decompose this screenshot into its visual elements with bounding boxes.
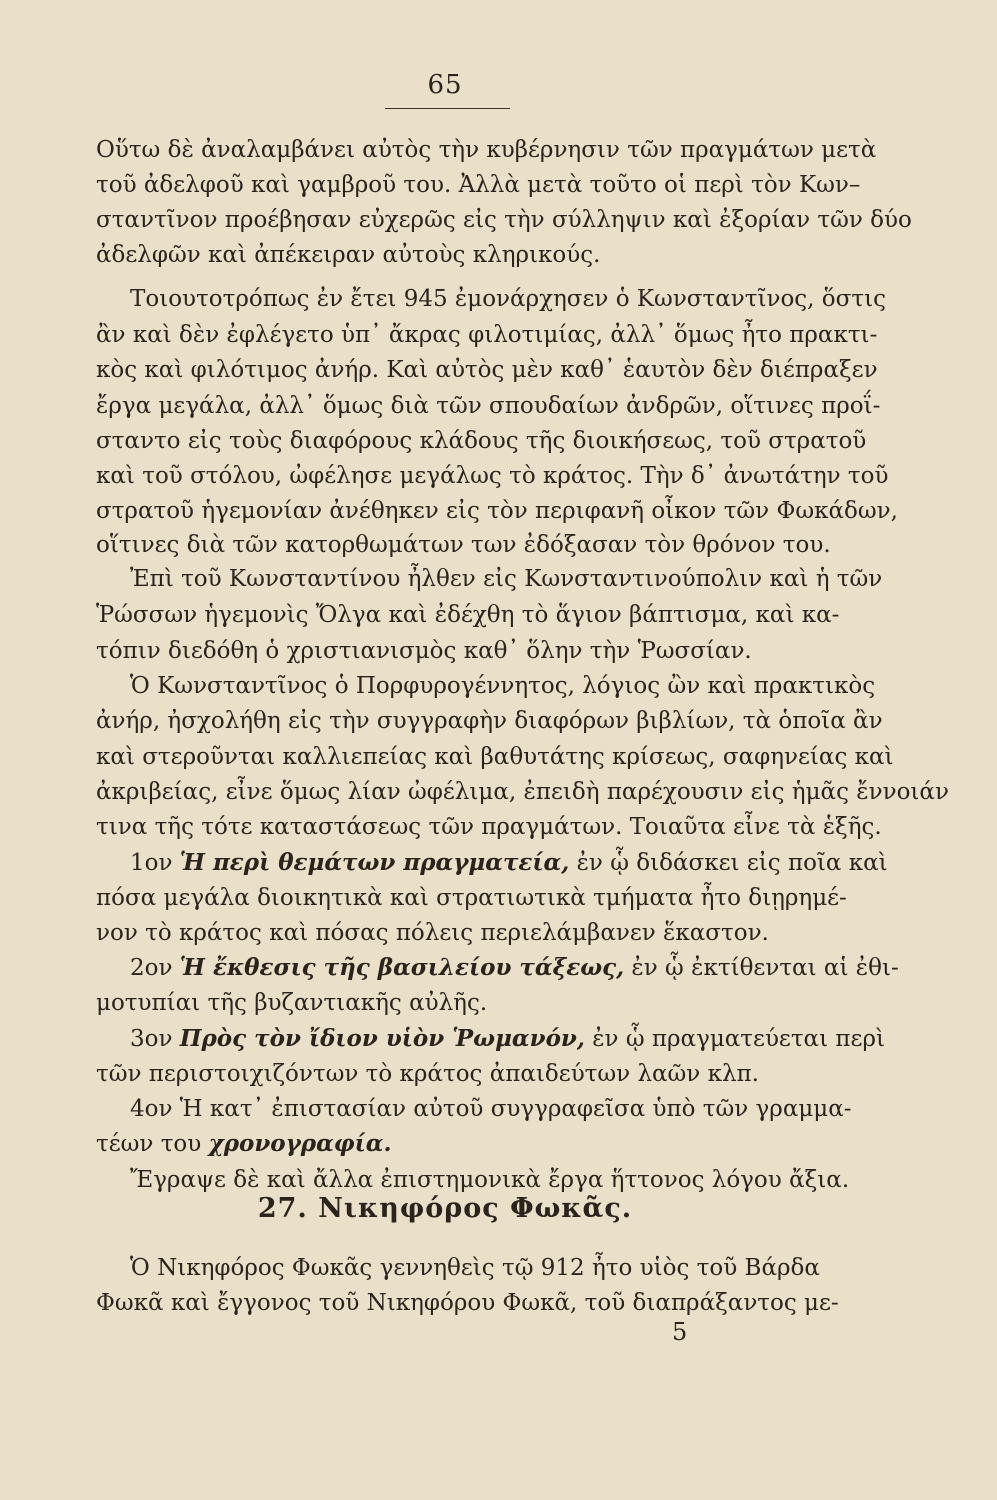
work-title: χρονογραφία. bbox=[208, 1130, 392, 1157]
text-line: Φωκᾶ καὶ ἔγγονος τοῦ Νικηφόρου Φωκᾶ, τοῦ διαπράξαντος με- bbox=[96, 1290, 839, 1316]
text-line: Οὕτω δὲ ἀναλαμβάνει αὐτὸς τὴν κυβέρνησιν τῶν πραγμάτων μετὰ bbox=[96, 137, 877, 163]
text-line: Ὁ Κωνσταντῖνος ὁ Πορφυρογέννητος, λόγιος ὢν καὶ πρακτικὸς bbox=[130, 673, 876, 699]
work-ordinal: 4ον bbox=[130, 1096, 173, 1122]
work-item-1 bbox=[130, 848, 888, 878]
work-title: Ἡ περὶ θεμάτων πραγματεία, bbox=[179, 849, 570, 876]
text-line: οἵτινες διὰ τῶν κατορθωμάτων των ἐδόξασαν τὸν θρόνον του. bbox=[96, 532, 831, 558]
work-title: Πρὸς τὸν ἴδιον υἱὸν Ῥωμανόν, bbox=[179, 1025, 585, 1052]
work-item-4 bbox=[130, 1094, 852, 1124]
page-number: 65 bbox=[427, 70, 463, 100]
section-heading: 27. Νικηφόρος Φωκᾶς. bbox=[257, 1193, 633, 1224]
closing-line: Ἔγραψε δὲ καὶ ἄλλα ἐπιστημονικὰ ἔργα ἥττονος λόγου ἄξια. bbox=[130, 1167, 850, 1193]
text-line: ἔργα μεγάλα, ἀλλ᾽ ὅμως διὰ τῶν σπουδαίων ἀνδρῶν, οἵτινες προΐ- bbox=[96, 393, 881, 419]
text-line: πόσα μεγάλα διοικητικὰ καὶ στρατιωτικὰ τμήματα ἦτο διῃρημέ- bbox=[96, 885, 847, 911]
text-line: Ὁ Νικηφόρος Φωκᾶς γεννηθεὶς τῷ 912 ἦτο υἱὸς τοῦ Βάρδα bbox=[130, 1255, 820, 1281]
work-ordinal: 3ον bbox=[130, 1026, 173, 1052]
work-title: Ἡ ἔκθεσις τῆς βασιλείου τάξεως, bbox=[179, 954, 625, 981]
text-line: τῶν περιστοιχιζόντων τὸ κράτος ἀπαιδεύτων λαῶν κλπ. bbox=[96, 1061, 759, 1087]
text-line: κὸς καὶ φιλότιμος ἀνήρ. Καὶ αὐτὸς μὲν καθ᾽ ἑαυτὸν δὲν διέπραξεν bbox=[96, 357, 878, 383]
text-line: σταντῖνον προέβησαν εὐχερῶς εἰς τὴν σύλληψιν καὶ ἐξορίαν τῶν δύο bbox=[96, 207, 912, 233]
text-line: ἀνήρ, ἠσχολήθη εἰς τὴν συγγραφὴν διαφόρων βιβλίων, τὰ ὁποῖα ἂν bbox=[96, 708, 883, 734]
text-line: καὶ τοῦ στόλου, ὠφέλησε μεγάλως τὸ κράτος. Τὴν δ᾽ ἀνωτάτην τοῦ bbox=[96, 463, 889, 489]
text-line: σταντο εἰς τοὺς διαφόρους κλάδους τῆς διοικήσεως, τοῦ στρατοῦ bbox=[96, 428, 867, 454]
work-ordinal: 1ον bbox=[130, 850, 173, 876]
signature-mark: 5 bbox=[672, 1318, 688, 1346]
work-item-2 bbox=[130, 953, 899, 983]
text-line: Τοιουτοτρόπως ἐν ἔτει 945 ἐμονάρχησεν ὁ Κωνσταντῖνος, ὅστις bbox=[130, 286, 886, 312]
text-line bbox=[96, 1129, 796, 1159]
page-number-rule bbox=[385, 108, 510, 109]
work-item-3 bbox=[130, 1024, 885, 1054]
text-line: νον τὸ κράτος καὶ πόσας πόλεις περιελάμβανεν ἕκαστον. bbox=[96, 920, 769, 946]
text-line: Ῥώσσων ἡγεμονὶς Ὄλγα καὶ ἐδέχθη τὸ ἅγιον βάπτισμα, καὶ κα- bbox=[96, 602, 840, 628]
work-description: ἐν ᾧ διδάσκει εἰς ποῖα καὶ bbox=[576, 850, 888, 876]
text-line: ἀδελφῶν καὶ ἀπέκειραν αὐτοὺς κληρικούς. bbox=[96, 242, 601, 268]
text-line: Ἐπὶ τοῦ Κωνσταντίνου ἦλθεν εἰς Κωνσταντινούπολιν καὶ ἡ τῶν bbox=[130, 566, 883, 592]
text-line: στρατοῦ ἡγεμονίαν ἀνέθηκεν εἰς τὸν περιφανῆ οἶκον τῶν Φωκάδων, bbox=[96, 498, 898, 524]
work-continuation: τέων του bbox=[96, 1131, 202, 1157]
text-line: τόπιν διεδόθη ὁ χριστιανισμὸς καθ᾽ ὅλην τὴν Ῥωσσίαν. bbox=[96, 638, 752, 664]
work-description: Ἡ κατ᾽ ἐπιστασίαν αὐτοῦ συγγραφεῖσα ὑπὸ τῶν γραμμα- bbox=[179, 1096, 852, 1122]
work-description: ἐν ᾧ πραγματεύεται περὶ bbox=[592, 1026, 885, 1052]
text-line: καὶ στεροῦνται καλλιεπείας καὶ βαθυτάτης κρίσεως, σαφηνείας καὶ bbox=[96, 744, 894, 770]
text-line: τινα τῆς τότε καταστάσεως τῶν πραγμάτων. Τοιαῦτα εἶνε τὰ ἑξῆς. bbox=[96, 814, 882, 840]
text-line: ἀκριβείας, εἶνε ὅμως λίαν ὠφέλιμα, ἐπειδὴ παρέχουσιν εἰς ἡμᾶς ἔννοιάν bbox=[96, 779, 949, 805]
text-line: ἂν καὶ δὲν ἐφλέγετο ὑπ᾽ ἄκρας φιλοτιμίας, ἀλλ᾽ ὅμως ἦτο πρακτι- bbox=[96, 322, 878, 348]
text-line: τοῦ ἀδελφοῦ καὶ γαμβροῦ του. Ἀλλὰ μετὰ τοῦτο οἱ περὶ τὸν Κων– bbox=[96, 172, 861, 198]
text-line: μοτυπίαι τῆς βυζαντιακῆς αὐλῆς. bbox=[96, 990, 488, 1016]
work-ordinal: 2ον bbox=[130, 955, 173, 981]
work-description: ἐν ᾧ ἐκτίθενται αἱ ἐθι- bbox=[631, 955, 899, 981]
